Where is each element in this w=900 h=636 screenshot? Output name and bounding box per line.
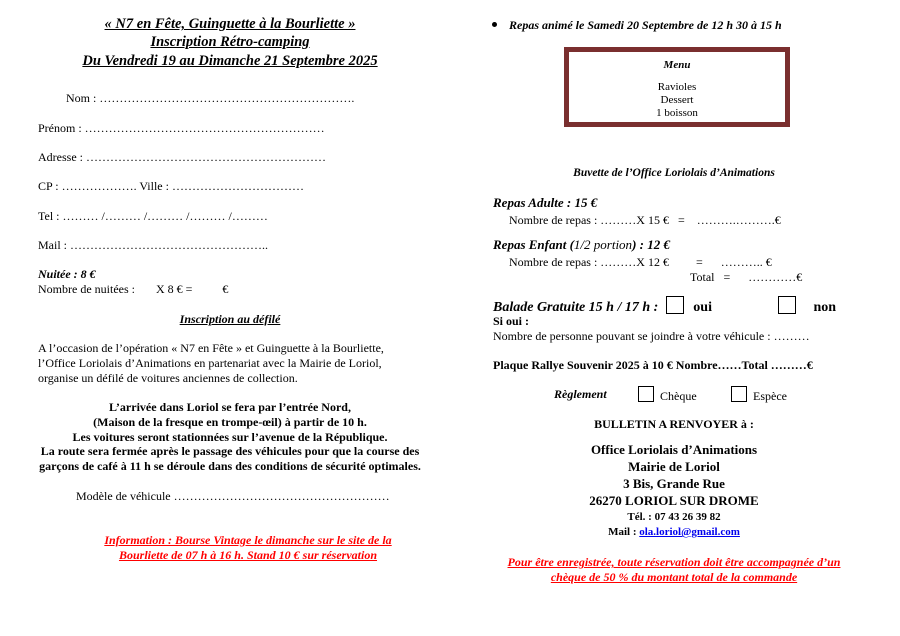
- oui-checkbox[interactable]: [666, 296, 684, 314]
- address-line-3: 3 Bis, Grande Rue: [623, 476, 725, 491]
- mail-label: Mail :: [608, 526, 640, 538]
- oui-label: oui: [693, 300, 712, 315]
- mail-line: [462, 525, 886, 539]
- repas-enfant-label: [493, 238, 670, 252]
- repas-enfant-label-c: ) : 12 €: [632, 237, 670, 252]
- notice-line-2: chèque de 50 % du montant total de la commande: [550, 570, 798, 584]
- mail-link[interactable]: ola.loriol@gmail.com: [639, 526, 740, 538]
- nom-field[interactable]: Nom : ……………………………………………………….: [66, 91, 355, 105]
- prenom-field[interactable]: Prénom : ……………………………………………………: [38, 121, 325, 135]
- repas-anime-line: [492, 18, 782, 32]
- menu-item: 1 boisson: [656, 107, 698, 119]
- defile-title: Inscription au défilé: [179, 312, 281, 326]
- reglement-label: Règlement: [554, 387, 607, 401]
- repas-adulte-label: Repas Adulte : 15 €: [493, 195, 598, 210]
- address-line-1: Office Loriolais d’Animations: [590, 442, 758, 457]
- espece-label: Espèce: [753, 389, 787, 403]
- repas-enfant-portion: 1/2 portion: [573, 237, 633, 252]
- bullet-icon: [492, 22, 497, 27]
- repas-enfant-label-a: Repas Enfant (: [493, 237, 574, 252]
- menu-item: Ravioles: [657, 81, 697, 93]
- nuitee-label: Nuitée : 8 €: [38, 267, 96, 281]
- cheque-option: [638, 386, 697, 403]
- bulletin-title: BULLETIN A RENVOYER à :: [594, 417, 754, 431]
- address-line-4: 26270 LORIOL SUR DROME: [589, 493, 759, 508]
- arrivee-line-4: La route sera fermée après le passage des véhicules pour que la course des: [40, 444, 420, 458]
- repas-anime-text: Repas animé le Samedi 20 Septembre de 12 h 30 à 15 h: [509, 18, 782, 32]
- right-column: [462, 0, 900, 636]
- nuitees-field[interactable]: Nombre de nuitées : X 8 € = €: [38, 282, 229, 296]
- personnes-field[interactable]: Nombre de personne pouvant se joindre à votre véhicule : ………: [493, 329, 810, 343]
- buvette-line: Buvette de l’Office Loriolais d’Animations: [573, 167, 775, 179]
- tel-line: Tél. : 07 43 26 39 82: [627, 511, 721, 523]
- plaque-field[interactable]: Plaque Rallye Souvenir 2025 à 10 € Nombre……Total ………€: [493, 358, 813, 372]
- espece-checkbox[interactable]: [731, 386, 747, 402]
- menu-heading: Menu: [663, 59, 691, 71]
- event-subtitle: Inscription Rétro-camping: [150, 34, 310, 50]
- defile-paragraph-3: organise un défilé de voitures anciennes de collection.: [38, 371, 298, 385]
- modele-field[interactable]: Modèle de véhicule ………………………………………………: [76, 489, 390, 503]
- balade-label: Balade Gratuite 15 h / 17 h :: [493, 300, 659, 315]
- tel-field[interactable]: Tel : ……… /……… /……… /……… /………: [38, 209, 268, 223]
- event-dates: Du Vendredi 19 au Dimanche 21 Septembre 2025: [82, 53, 378, 69]
- defile-paragraph-1: A l’occasion de l’opération « N7 en Fête » et Guinguette à la Bourliette,: [38, 341, 384, 355]
- event-title: « N7 en Fête, Guinguette à la Bourliette »: [104, 16, 356, 32]
- menu-item: Dessert: [660, 94, 694, 106]
- notice-line-1: Pour être enregistrée, toute réservation doit être accompagnée d’un: [507, 555, 841, 569]
- adresse-field[interactable]: Adresse : ……………………………………………………: [38, 150, 326, 164]
- total-field[interactable]: Total = …………€: [690, 270, 803, 284]
- arrivee-line-1: L’arrivée dans Loriol se fera par l’entrée Nord,: [109, 400, 351, 414]
- arrivee-line-3: Les voitures seront stationnées sur l’avenue de la République.: [72, 430, 388, 444]
- information-line-1: Information : Bourse Vintage le dimanche sur le site de la: [104, 533, 392, 547]
- menu-box: [564, 47, 790, 127]
- non-checkbox[interactable]: [778, 296, 796, 314]
- repas-enfant-field[interactable]: Nombre de repas : ………X 12 € = ……….. €: [509, 255, 772, 269]
- defile-paragraph-2: l’Office Loriolais d’Animations en partenariat avec la Mairie de Loriol,: [38, 356, 382, 370]
- balade-line: [493, 296, 712, 316]
- information-line-2: Bourliette de 07 h à 16 h. Stand 10 € sur réservation: [118, 548, 378, 562]
- cheque-checkbox[interactable]: [638, 386, 654, 402]
- cheque-label: Chèque: [660, 389, 697, 403]
- arrivee-line-2: (Maison de la fresque en trompe-œil) à partir de 10 h.: [93, 415, 367, 429]
- cp-ville-field[interactable]: CP : ………………. Ville : ……………………………: [38, 179, 304, 193]
- espece-option: [731, 386, 787, 403]
- si-oui-label: Si oui :: [493, 314, 530, 328]
- repas-adulte-field[interactable]: Nombre de repas : ………X 15 € = ……….……….€: [509, 213, 781, 227]
- arrivee-line-5: garçons de café à 11 h se déroule dans des conditions de sécurité optimales.: [39, 459, 421, 473]
- non-option: [778, 296, 836, 316]
- non-label: non: [813, 300, 837, 315]
- mail-field[interactable]: Mail : …………………………………………..: [38, 238, 268, 252]
- address-line-2: Mairie de Loriol: [628, 459, 720, 474]
